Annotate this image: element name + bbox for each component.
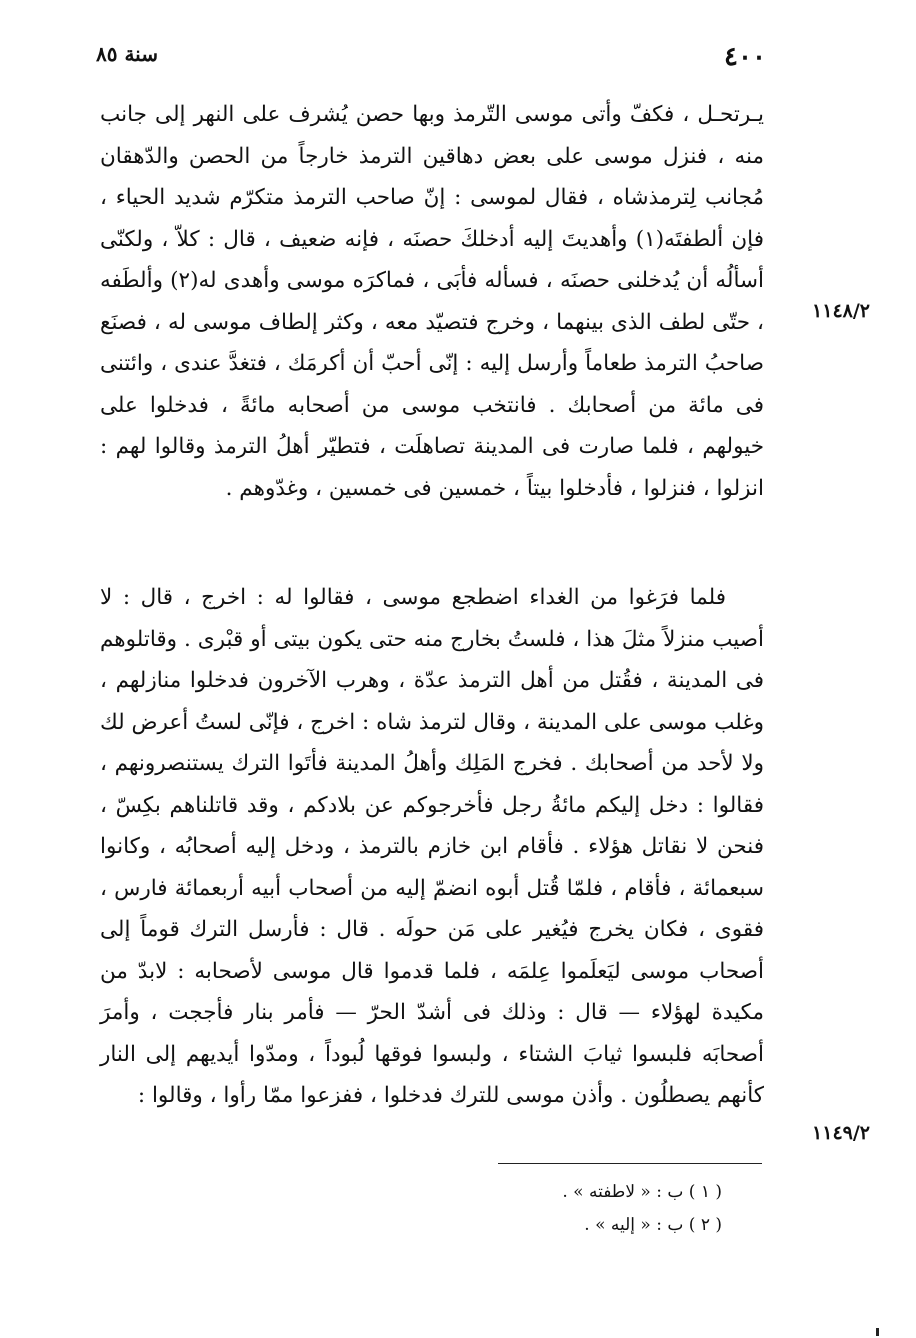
footnotes [460,1176,722,1242]
margin-reference: ١١٤٩/٢ [812,1122,870,1144]
scan-mark [876,1328,879,1336]
footnote: ( ٢ ) ب : « إليه » . [584,1215,722,1235]
page-number: ٤٠٠ [724,42,766,72]
margin-reference: ١١٤٨/٢ [812,300,870,322]
running-head-year: سنة ٨٥ [96,42,158,66]
footnote: ( ١ ) ب : « لاطفته » . [562,1182,722,1202]
body-paragraph: فلما فرَغوا من الغداء اضطجع موسى ، فقالوا له : اخرج ، قال : لا أصيب منزلاً مثلَ هذا ، فلستُ بخارج منه حتى يكون بيتى أو قبْرى . وقاتلوهم فى المدينة ، فقُتل من أهل الترمذ عدّة ، وهرب الآخرون فدخلوا منازلهم ، وغلب موسى على المدينة ، وقال لترمذ شاه : اخرج ، فإنّى لستُ أعرض لك ولا لأحد من أصحابك . فخرج المَلِك وأهلُ المدينة فأتَوا الترك يستنصرونهم ، فقالوا : دخل إليكم مائةُ رجل فأخرجوكم عن بلادكم ، وقد قاتلناهم بكِسّ ، فنحن لا نقاتل هؤلاء . فأقام ابن خازم بالترمذ ، ودخل إليه أصحابُه ، وكانوا سبعمائة ، فأقام ، فلمّا قُتل أبوه انضمّ إليه من أصحاب أبيه أربعمائة فارس ، فقوى ، فكان يخرج فيُغير على مَن حولَه . قال : فأرسل الترك قوماً إلى أصحاب موسى ليَعلَموا عِلمَه ، فلما قدموا قال موسى لأصحابه : لابدّ من مكيدة لهؤلاء — قال : وذلك فى أشدّ الحرّ — فأمر بنار فأججت ، وأمرَ أصحابَه فلبسوا ثيابَ الشتاء ، ولبسوا فوقها لُبوداً ، ومدّوا أيديهم إلى النار كأنهم يصطلُون . وأذن موسى للترك فدخلوا ، ففزعوا ممّا رأوا ، وقالوا : [100,585,764,1108]
footnote-divider [498,1163,762,1164]
body-paragraph: يـرتحـل ، فكفّ وأتى موسى التّرمذ وبها حصن يُشرف على النهر إلى جانب منه ، فنزل موسى على بعض دهاقين الترمذ خارجاً من الحصن والدّهقان مُجانب لِترمذشاه ، فقال لموسى : إنّ صاحب الترمذ متكرّم شديد الحياء ، فإن ألطفتَه(١) وأهديتَ إليه أدخلكَ حصنَه ، فإنه ضعيف ، قال : كلاّ ، ولكنّى أسألُه أن يُدخلنى حصنَه ، فسأله فأبَى ، فماكرَه موسى وأهدى له(٢) وألطَفه ، حتّى لطف الذى بينهما ، وخرج فتصيّد معه ، وكثر إلطاف موسى له ، فصنَع صاحبُ الترمذ طعاماً وأرسل إليه : إنّى أحبّ أن أكرمَك ، فتغدَّ عندى ، وائتنى فى مائة من أصحابك . فانتخب موسى من أصحابه مائةً ، فدخلوا على خيولهم ، فلما صارت فى المدينة تصاهلَت ، فتطيّر أهلُ الترمذ وقالوا لهم : انزلوا ، فنزلوا ، فأدخلوا بيتاً ، خمسين فى خمسين ، وغدّوهم . [100,102,764,501]
